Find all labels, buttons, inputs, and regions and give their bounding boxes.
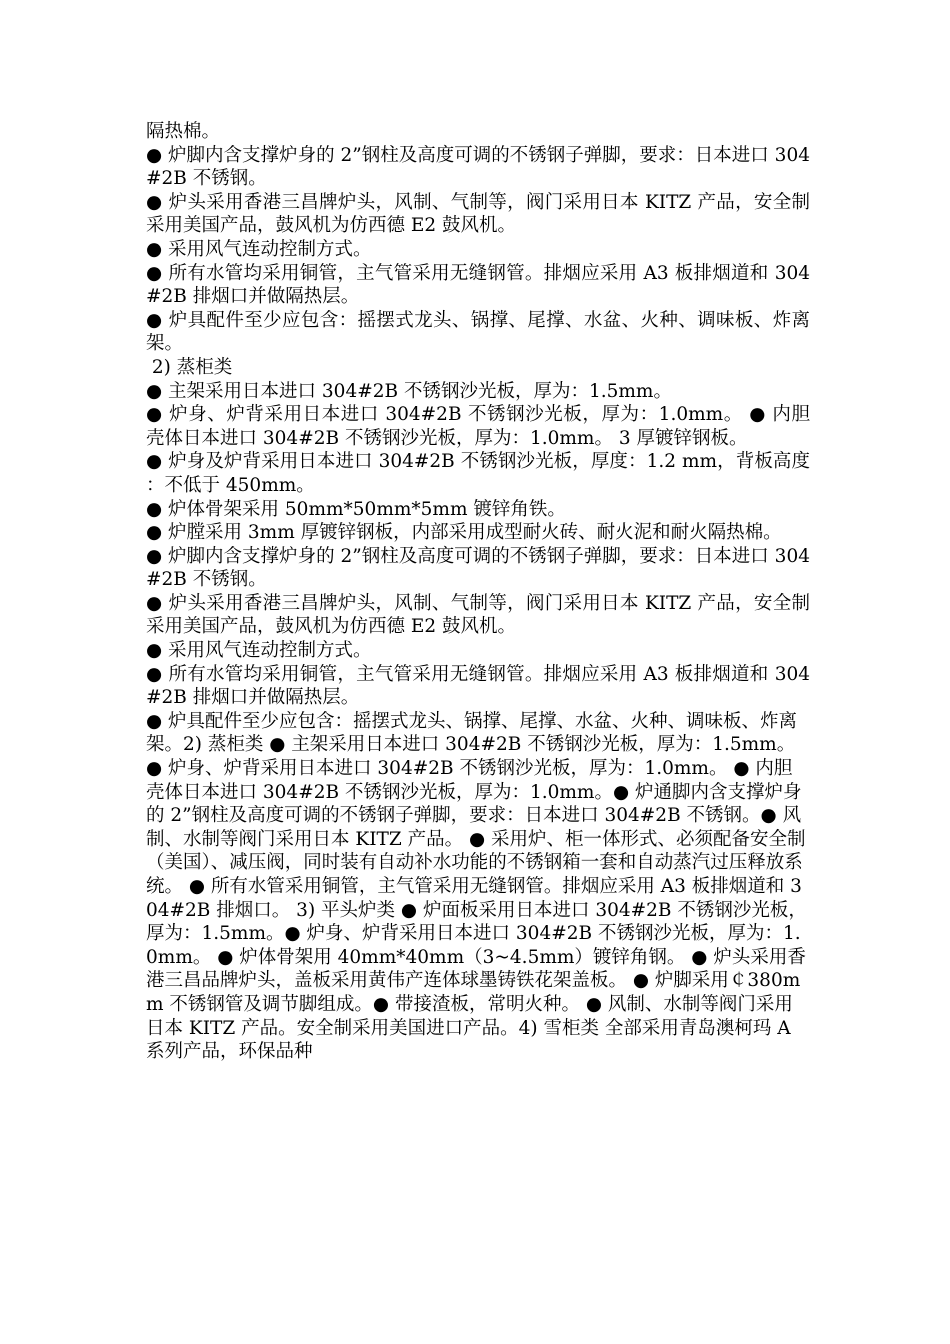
paragraph-15: ● 采用风气连动控制方式。 xyxy=(146,640,372,662)
paragraph-3: ● 炉头采用香港三昌牌炉头，风制、气制等，阀门采用日本 KITZ 产品，安全制采用美国产品，鼓风机为仿西德 E2 鼓风机。 xyxy=(146,191,810,237)
paragraph-5: ● 所有水管均采用铜管，主气管采用无缝钢管。排烟应采用 A3 板排烟道和 304#2B 排烟口并做隔热层。 xyxy=(146,262,810,308)
document-body xyxy=(146,120,810,1064)
paragraph-9: ● 炉身、炉背采用日本进口 304#2B 不锈钢沙光板，厚为：1.0mm。 ● 内胆壳体日本进口 304#2B 不锈钢沙光板，厚为：1.0mm。 3 厚镀锌钢板。 xyxy=(146,404,810,449)
paragraph-17: ● 炉具配件至少应包含：摇摆式龙头、锅撑、尾撑、水盆、火种、调味板、炸离架。2) 蒸柜类 ● 主架采用日本进口 304#2B 不锈钢沙光板，厚为：1.5mm。● 炉身、炉背采用日本进口 304#2B 不锈钢沙光板，厚为：1.0mm。 ● 内胆壳体日本进口 304#2B 不锈钢沙光板，厚为：1.0mm。● 炉通脚内含支撑炉身的 2”钢柱及高度可调的不锈钢子弹脚，要求：日本进口 304#2B 不锈钢。● 风制、水制等阀门采用日本 KITZ 产品。 ● 采用炉、柜一体形式、必须配备安全制（美国）、减压阀，同时装有自动补水功能的不锈钢箱一套和自动蒸汽过压释放系统。 ● 所有水管采用铜管，主气管采用无缝钢管。排烟应采用 A3 板排烟道和 304#2B 排烟口。 3) 平头炉类 ● 炉面板采用日本进口 304#2B 不锈钢沙光板，厚为：1.5mm。● 炉身、炉背采用日本进口 304#2B 不锈钢沙光板，厚为：1.0mm。 ● 炉体骨架用 40mm*40mm（3~4.5mm）镀锌角钢。 ● 炉头采用香港三昌品牌炉头，盖板采用黄伟产连体球墨铸铁花架盖板。 ● 炉脚采用￠380mm 不锈钢管及调节脚组成。● 带接渣板，常明火种。 ● 风制、水制等阀门采用日本 KITZ 产品。安全制采用美国进口产品。4) 雪柜类 全部采用青岛澳柯玛 A 系列产品，环保品种 xyxy=(146,710,807,1063)
paragraph-8: ● 主架采用日本进口 304#2B 不锈钢沙光板，厚为：1.5mm。 xyxy=(146,380,672,402)
paragraph-11: ● 炉体骨架采用 50mm*50mm*5mm 镀锌角铁。 xyxy=(146,498,566,520)
paragraph-13: ● 炉脚内含支撑炉身的 2”钢柱及高度可调的不锈钢子弹脚，要求：日本进口 304#2B 不锈钢。 xyxy=(146,545,810,591)
paragraph-6: ● 炉具配件至少应包含：摇摆式龙头、锅撑、尾撑、水盆、火种、调味板、炸离架。 xyxy=(146,309,810,355)
paragraph-10: ● 炉身及炉背采用日本进口 304#2B 不锈钢沙光板，厚度：1.2 mm，背板高度：不低于 450mm。 xyxy=(146,451,810,496)
paragraph-16: ● 所有水管均采用铜管，主气管采用无缝钢管。排烟应采用 A3 板排烟道和 304#2B 排烟口并做隔热层。 xyxy=(146,663,810,709)
paragraph-1: 隔热棉。 xyxy=(146,121,221,142)
paragraph-4: ● 采用风气连动控制方式。 xyxy=(146,238,372,260)
paragraph-2: ● 炉脚内含支撑炉身的 2”钢柱及高度可调的不锈钢子弹脚，要求：日本进口 304#2B 不锈钢。 xyxy=(146,144,810,190)
paragraph-12: ● 炉膛采用 3mm 厚镀锌钢板，内部采用成型耐火砖、耐火泥和耐火隔热棉。 xyxy=(146,522,782,544)
section-heading-steam-cabinet: 2) 蒸柜类 xyxy=(146,356,233,378)
paragraph-14: ● 炉头采用香港三昌牌炉头，风制、气制等，阀门采用日本 KITZ 产品，安全制采用美国产品，鼓风机为仿西德 E2 鼓风机。 xyxy=(146,592,810,638)
